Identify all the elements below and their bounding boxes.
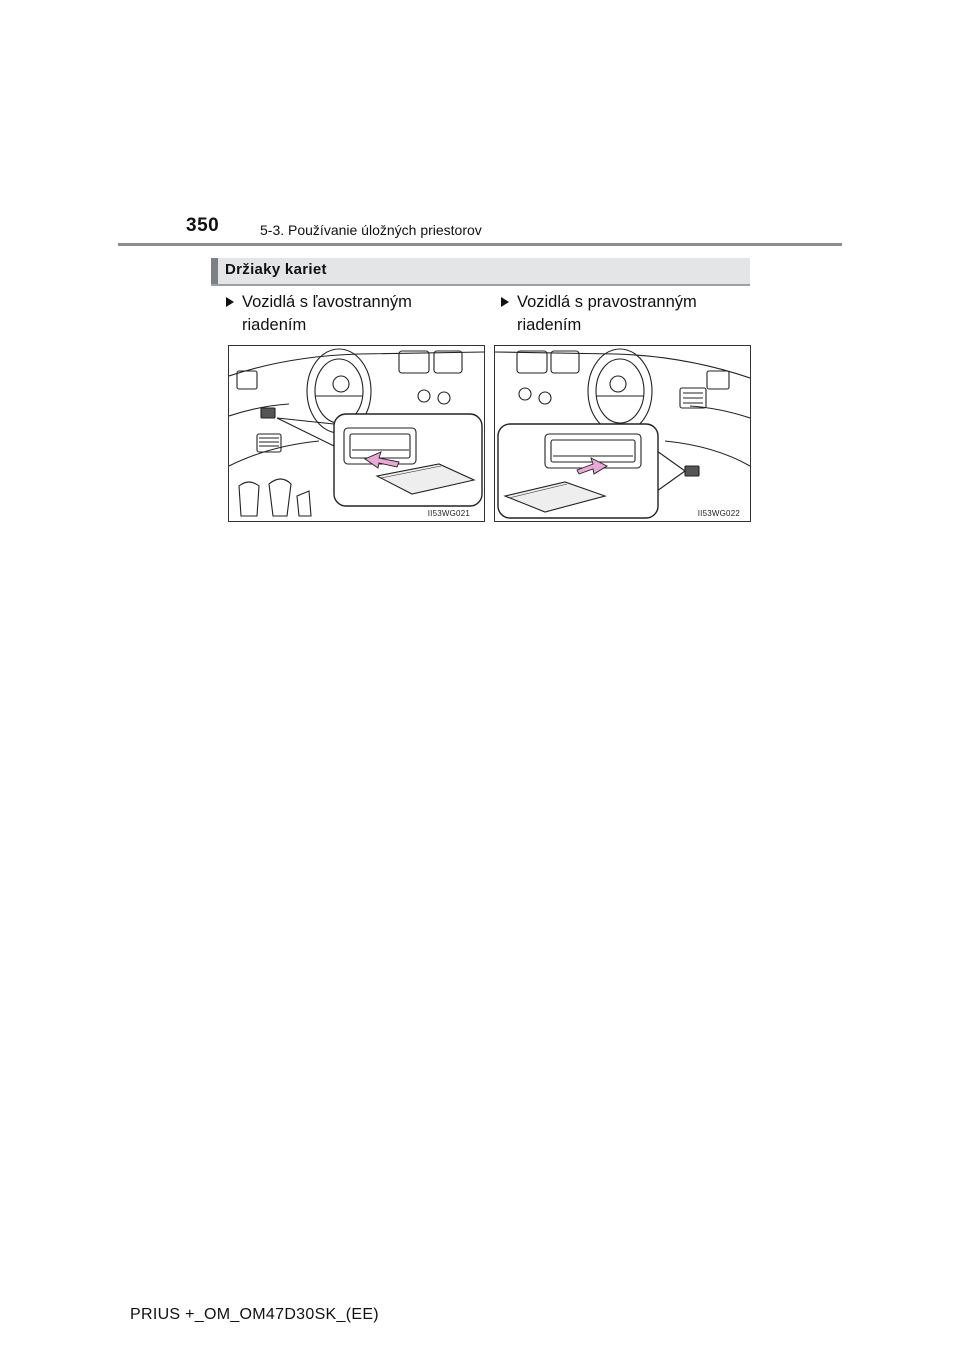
heading-label: Držiaky kariet — [225, 261, 327, 278]
heading-accent — [211, 258, 218, 284]
illustration-code: II53WG021 — [427, 509, 470, 518]
bullet-left-drive — [226, 291, 456, 337]
bullet-triangle-icon — [501, 297, 509, 307]
bullet-triangle-icon — [226, 297, 234, 307]
card-holder-right-illustration — [494, 345, 751, 522]
card-holder-left-illustration — [228, 345, 485, 522]
bullet-label: Vozidlá s ľavostranným riadením — [242, 293, 412, 334]
page-number: 350 — [186, 215, 220, 236]
illustration-code: II53WG022 — [697, 509, 740, 518]
header-rule — [118, 243, 842, 246]
bullet-label: Vozidlá s pravostranným riadením — [517, 293, 697, 334]
section-heading — [211, 258, 750, 286]
section-title: 5-3. Používanie úložných priestorov — [260, 222, 482, 238]
bullet-right-drive — [501, 291, 731, 337]
footer-document-code: PRIUS +_OM_OM47D30SK_(EE) — [130, 1306, 379, 1323]
